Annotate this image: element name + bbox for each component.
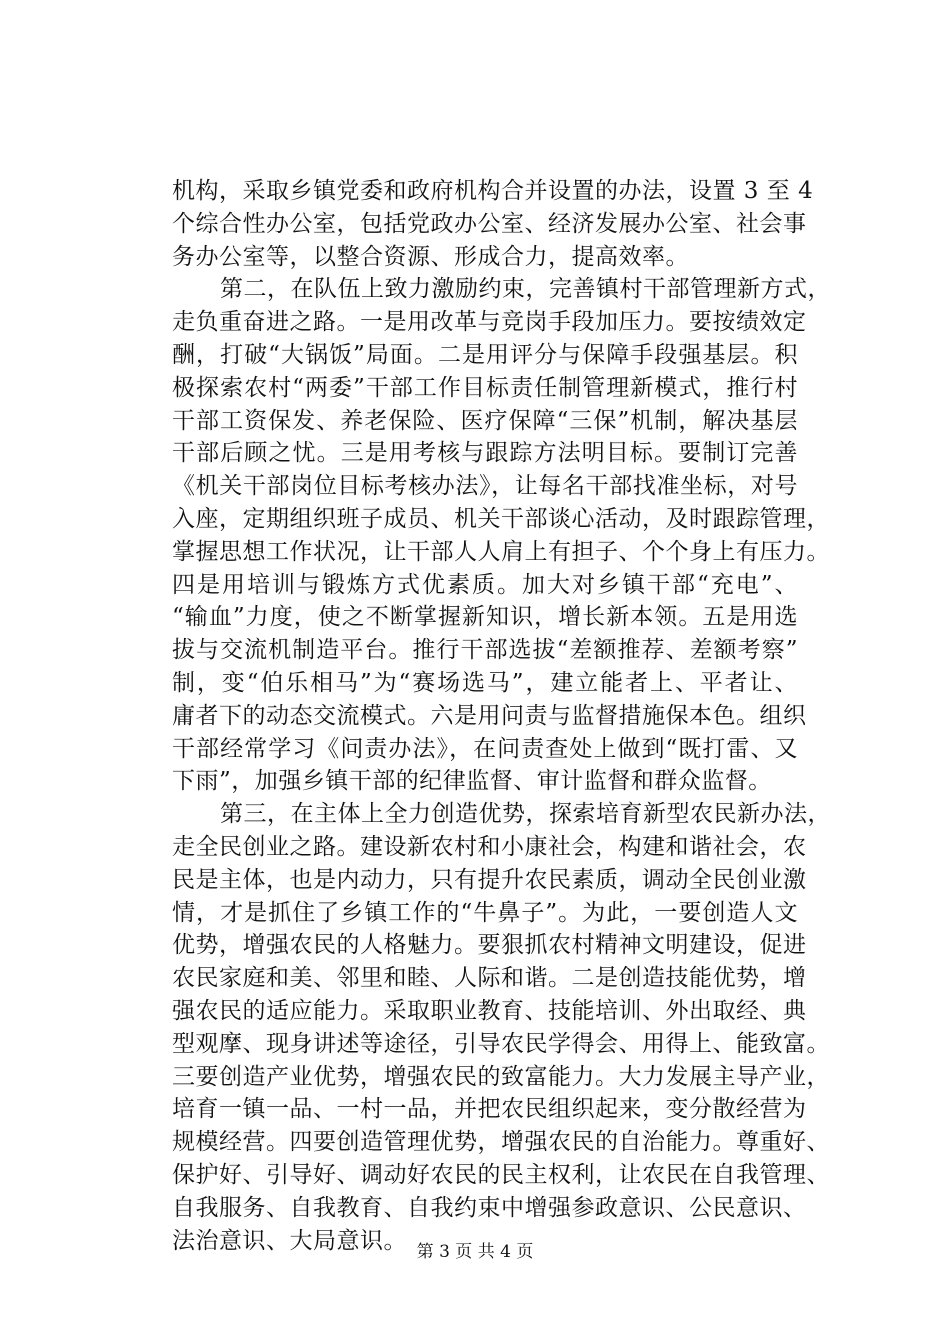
text-line: 务办公室等，以整合资源、形成合力，提高效率。: [172, 243, 689, 270]
text-line: 民是主体，也是内动力，只有提升农民素质，调动全民创业激: [172, 866, 807, 893]
text-line: 掌握思想工作状况，让干部人人肩上有担子、个个身上有压力。: [172, 538, 830, 565]
text-line: 型观摩、现身讲述等途径，引导农民学得会、用得上、能致富。: [172, 1030, 830, 1057]
text-line: 规模经营。四要创造管理优势，增强农民的自治能力。尊重好、: [172, 1129, 830, 1156]
text-line: 机构，采取乡镇党委和政府机构合并设置的办法，设置 3 至 4: [172, 178, 814, 204]
text-line: 下雨”，加强乡镇干部的纪律监督、审计监督和群众监督。: [172, 768, 772, 795]
text-line: 走负重奋进之路。一是用改革与竞岗手段加压力。要按绩效定: [172, 309, 807, 336]
text-line: 干部工资保发、养老保险、医疗保障“三保”机制，解决基层: [172, 407, 798, 434]
text-line: 保护好、引导好、调动好农民的民主权利，让农民在自我管理、: [172, 1161, 830, 1188]
text-line: 走全民创业之路。建设新农村和小康社会，构建和谐社会，农: [172, 833, 807, 860]
text-line: 极探索农村“两委”干部工作目标责任制管理新模式，推行村: [172, 374, 798, 401]
text-line: 酬，打破“大锅饭”局面。二是用评分与保障手段强基层。积: [172, 341, 798, 368]
text-line: 四是用培训与锻炼方式优素质。加大对乡镇干部“充电”、: [172, 571, 798, 598]
text-line: “输血”力度，使之不断掌握新知识，增长新本领。五是用选: [172, 604, 798, 631]
text-line: 农民家庭和美、邻里和睦、人际和谐。二是创造技能优势，增: [172, 965, 807, 992]
text-line: 情，才是抓住了乡镇工作的“牛鼻子”。为此，一要创造人文: [172, 899, 798, 926]
text-line: 干部后顾之忧。三是用考核与跟踪方法明目标。要制订完善: [172, 440, 798, 467]
text-line: 优势，增强农民的人格魅力。要狠抓农村精神文明建设，促进: [172, 932, 807, 959]
text-line: 干部经常学习《问责办法》，在问责查处上做到“既打雷、又: [172, 735, 798, 762]
text-line: 庸者下的动态交流模式。六是用问责与监督措施保本色。组织: [172, 702, 807, 729]
text-line: 个综合性办公室，包括党政办公室、经济发展办公室、社会事: [172, 210, 807, 237]
text-line: 《机关干部岗位目标考核办法》，让每名干部找准坐标，对号: [172, 473, 798, 500]
text-line: 自我服务、自我教育、自我约束中增强参政意识、公民意识、: [172, 1194, 807, 1221]
page-footer: 第 3 页 共 4 页: [416, 1242, 534, 1262]
text-line: 第三，在主体上全力创造优势，探索培育新型农民新办法，: [220, 801, 831, 828]
text-line: 法治意识、大局意识。: [172, 1227, 407, 1254]
text-line: 拔与交流机制造平台。推行干部选拔“差额推荐、差额考察”: [172, 637, 798, 664]
text-line: 培育一镇一品、一村一品，并把农民组织起来，变分散经营为: [172, 1096, 807, 1123]
body-text: [172, 175, 831, 1257]
text-line: 制，变“伯乐相马”为“赛场选马”，建立能者上、平者让、: [172, 669, 798, 696]
text-line: 第二，在队伍上致力激励约束，完善镇村干部管理新方式，: [220, 276, 831, 303]
text-line: 入座，定期组织班子成员、机关干部谈心活动，及时跟踪管理，: [172, 505, 830, 532]
text-line: 强农民的适应能力。采取职业教育、技能培训、外出取经、典: [172, 997, 807, 1024]
text-line: 三要创造产业优势，增强农民的致富能力。大力发展主导产业，: [172, 1063, 830, 1090]
